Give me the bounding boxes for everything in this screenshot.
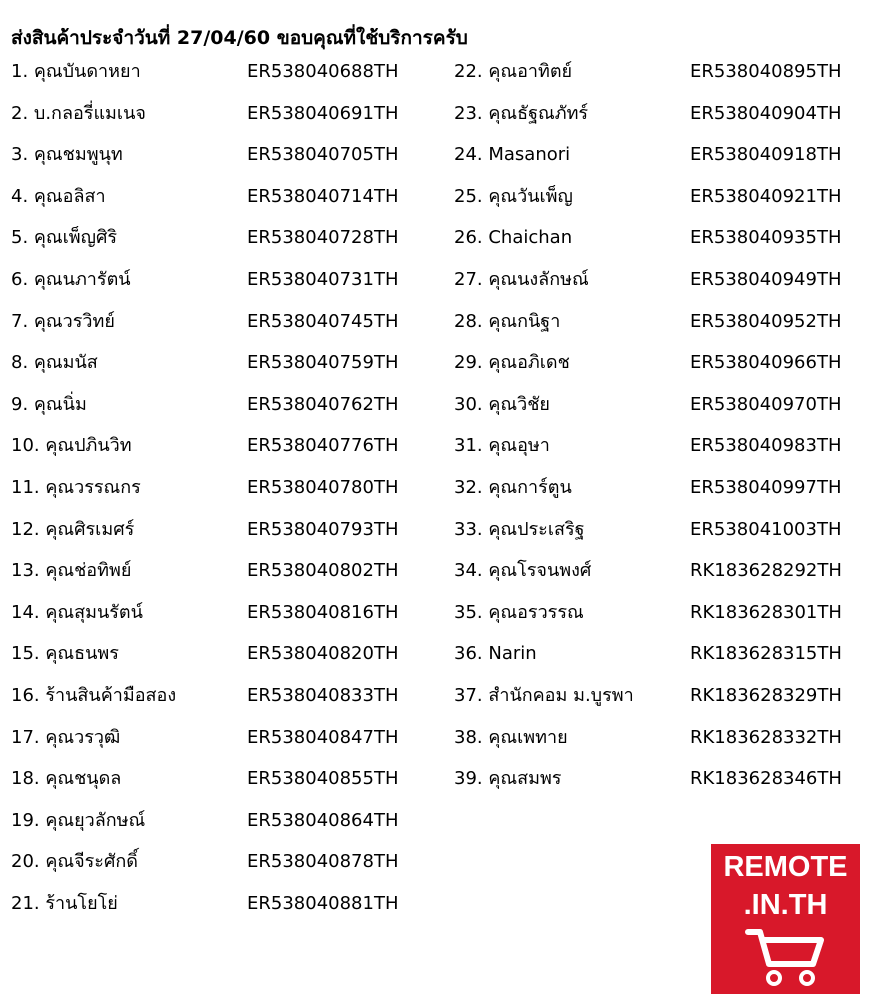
tracking-number: ER538040776TH bbox=[247, 435, 399, 457]
tracking-number: ER538040970TH bbox=[690, 393, 842, 415]
recipient-name: 23. คุณธัฐณภัทร์ bbox=[454, 102, 589, 124]
list-item bbox=[11, 599, 441, 641]
tracking-number: ER538040802TH bbox=[247, 560, 399, 582]
list-item bbox=[454, 183, 869, 225]
tracking-number: ER538040793TH bbox=[247, 518, 399, 540]
recipient-name: 24. Masanori bbox=[454, 144, 571, 166]
recipient-name: 38. คุณเพทาย bbox=[454, 726, 568, 748]
list-item bbox=[11, 266, 441, 308]
page-title: ส่งสินค้าประจำวันที่ 27/04/60 ขอบคุณที่ใช้บริการครับ bbox=[11, 27, 468, 49]
tracking-number: ER538040952TH bbox=[690, 310, 842, 332]
list-item bbox=[454, 724, 869, 766]
tracking-number: ER538040816TH bbox=[247, 601, 399, 623]
shipment-list-right bbox=[454, 58, 869, 807]
recipient-name: 12. คุณศิรเมศร์ bbox=[11, 518, 135, 540]
tracking-number: ER538040997TH bbox=[690, 476, 842, 498]
list-item bbox=[11, 890, 441, 932]
list-item bbox=[454, 557, 869, 599]
list-item bbox=[454, 141, 869, 183]
tracking-number: ER538040949TH bbox=[690, 268, 842, 290]
list-item bbox=[11, 765, 441, 807]
list-item bbox=[11, 724, 441, 766]
recipient-name: 19. คุณยุวลักษณ์ bbox=[11, 809, 146, 831]
recipient-name: 25. คุณวันเพ็ญ bbox=[454, 185, 573, 207]
recipient-name: 33. คุณประเสริฐ bbox=[454, 518, 585, 540]
recipient-name: 22. คุณอาทิตย์ bbox=[454, 61, 573, 82]
recipient-name: 21. ร้านโยโย่ bbox=[11, 892, 118, 914]
list-item bbox=[454, 765, 869, 807]
recipient-name: 14. คุณสุมนรัตน์ bbox=[11, 601, 143, 623]
recipient-name: 34. คุณโรจนพงศ์ bbox=[454, 560, 592, 582]
tracking-number: ER538040966TH bbox=[690, 352, 842, 374]
recipient-name: 28. คุณกนิฐา bbox=[454, 310, 561, 332]
recipient-name: 17. คุณวรวุฒิ bbox=[11, 726, 121, 748]
list-item bbox=[11, 474, 441, 516]
tracking-number: RK183628315TH bbox=[690, 643, 842, 665]
logo-line-1: REMOTE bbox=[723, 851, 848, 883]
tracking-number: ER538040731TH bbox=[247, 268, 399, 290]
tracking-number: ER538040881TH bbox=[247, 892, 399, 914]
shipment-list-left bbox=[11, 58, 441, 931]
recipient-name: 16. ร้านสินค้ามือสอง bbox=[11, 684, 177, 706]
list-item bbox=[11, 432, 441, 474]
recipient-name: 27. คุณนงลักษณ์ bbox=[454, 268, 589, 290]
list-item bbox=[11, 516, 441, 558]
recipient-name: 2. บ.กลอรี่แมเนจ bbox=[11, 102, 146, 124]
recipient-name: 13. คุณช่อทิพย์ bbox=[11, 560, 132, 582]
list-item bbox=[454, 100, 869, 142]
list-item bbox=[11, 349, 441, 391]
list-item bbox=[11, 848, 441, 890]
tracking-number: ER538040983TH bbox=[690, 435, 842, 457]
tracking-number: RK183628332TH bbox=[690, 726, 842, 748]
recipient-name: 6. คุณนภารัตน์ bbox=[11, 268, 131, 290]
recipient-name: 7. คุณวรวิทย์ bbox=[11, 310, 115, 332]
recipient-name: 20. คุณจีระศักดิ์ bbox=[11, 851, 138, 873]
tracking-number: ER538040820TH bbox=[247, 643, 399, 665]
recipient-name: 35. คุณอรวรรณ bbox=[454, 601, 584, 623]
list-item bbox=[454, 391, 869, 433]
recipient-name: 29. คุณอภิเดช bbox=[454, 352, 570, 374]
recipient-name: 30. คุณวิชัย bbox=[454, 393, 550, 415]
list-item bbox=[11, 224, 441, 266]
list-item bbox=[11, 682, 441, 724]
tracking-number: ER538040688TH bbox=[247, 61, 399, 82]
tracking-number: ER538040728TH bbox=[247, 227, 399, 249]
list-item bbox=[454, 58, 869, 100]
list-item bbox=[454, 516, 869, 558]
recipient-name: 4. คุณอลิสา bbox=[11, 185, 106, 207]
list-item bbox=[454, 266, 869, 308]
recipient-name: 8. คุณมนัส bbox=[11, 352, 98, 374]
recipient-name: 26. Chaichan bbox=[454, 227, 573, 249]
tracking-number: ER538040833TH bbox=[247, 684, 399, 706]
remote-in-th-logo bbox=[711, 844, 860, 994]
recipient-name: 31. คุณอุษา bbox=[454, 435, 550, 457]
tracking-number: RK183628346TH bbox=[690, 768, 842, 790]
list-item bbox=[11, 308, 441, 350]
recipient-name: 10. คุณปภินวิท bbox=[11, 435, 132, 457]
tracking-number: RK183628292TH bbox=[690, 560, 842, 582]
recipient-name: 11. คุณวรรณกร bbox=[11, 476, 141, 498]
list-item bbox=[11, 183, 441, 225]
list-item bbox=[11, 58, 441, 100]
tracking-number: ER538040705TH bbox=[247, 144, 399, 166]
list-item bbox=[454, 682, 869, 724]
recipient-name: 18. คุณชนุดล bbox=[11, 768, 122, 790]
list-item bbox=[454, 308, 869, 350]
list-item bbox=[454, 640, 869, 682]
recipient-name: 39. คุณสมพร bbox=[454, 768, 562, 790]
tracking-number: RK183628301TH bbox=[690, 601, 842, 623]
recipient-name: 9. คุณนิ่ม bbox=[11, 393, 87, 415]
list-item bbox=[11, 640, 441, 682]
recipient-name: 1. คุณบันดาหยา bbox=[11, 61, 141, 82]
logo-line-2: .IN.TH bbox=[743, 889, 828, 921]
tracking-number: ER538040780TH bbox=[247, 476, 399, 498]
list-item bbox=[11, 141, 441, 183]
tracking-number: ER538040878TH bbox=[247, 851, 399, 873]
list-item bbox=[454, 474, 869, 516]
list-item bbox=[454, 349, 869, 391]
tracking-number: ER538040847TH bbox=[247, 726, 399, 748]
tracking-number: ER538040691TH bbox=[247, 102, 399, 124]
list-item bbox=[11, 391, 441, 433]
recipient-name: 3. คุณชมพูนุท bbox=[11, 144, 123, 166]
list-item bbox=[11, 807, 441, 849]
tracking-number: ER538041003TH bbox=[690, 518, 842, 540]
shopping-cart-icon bbox=[745, 926, 825, 988]
list-item bbox=[11, 557, 441, 599]
tracking-number: ER538040935TH bbox=[690, 227, 842, 249]
recipient-name: 15. คุณธนพร bbox=[11, 643, 119, 665]
tracking-number: ER538040921TH bbox=[690, 185, 842, 207]
tracking-number: ER538040855TH bbox=[247, 768, 399, 790]
tracking-number: ER538040745TH bbox=[247, 310, 399, 332]
list-item bbox=[454, 224, 869, 266]
tracking-number: ER538040762TH bbox=[247, 393, 399, 415]
tracking-number: ER538040714TH bbox=[247, 185, 399, 207]
recipient-name: 36. Narin bbox=[454, 643, 537, 665]
recipient-name: 37. สำนักคอม ม.บูรพา bbox=[454, 684, 634, 706]
recipient-name: 5. คุณเพ็ญศิริ bbox=[11, 227, 118, 249]
tracking-number: ER538040759TH bbox=[247, 352, 399, 374]
tracking-number: ER538040895TH bbox=[690, 61, 842, 82]
list-item bbox=[454, 432, 869, 474]
tracking-number: ER538040864TH bbox=[247, 809, 399, 831]
recipient-name: 32. คุณการ์ตูน bbox=[454, 476, 572, 498]
list-item bbox=[454, 599, 869, 641]
tracking-number: RK183628329TH bbox=[690, 684, 842, 706]
list-item bbox=[11, 100, 441, 142]
tracking-number: ER538040904TH bbox=[690, 102, 842, 124]
tracking-number: ER538040918TH bbox=[690, 144, 842, 166]
